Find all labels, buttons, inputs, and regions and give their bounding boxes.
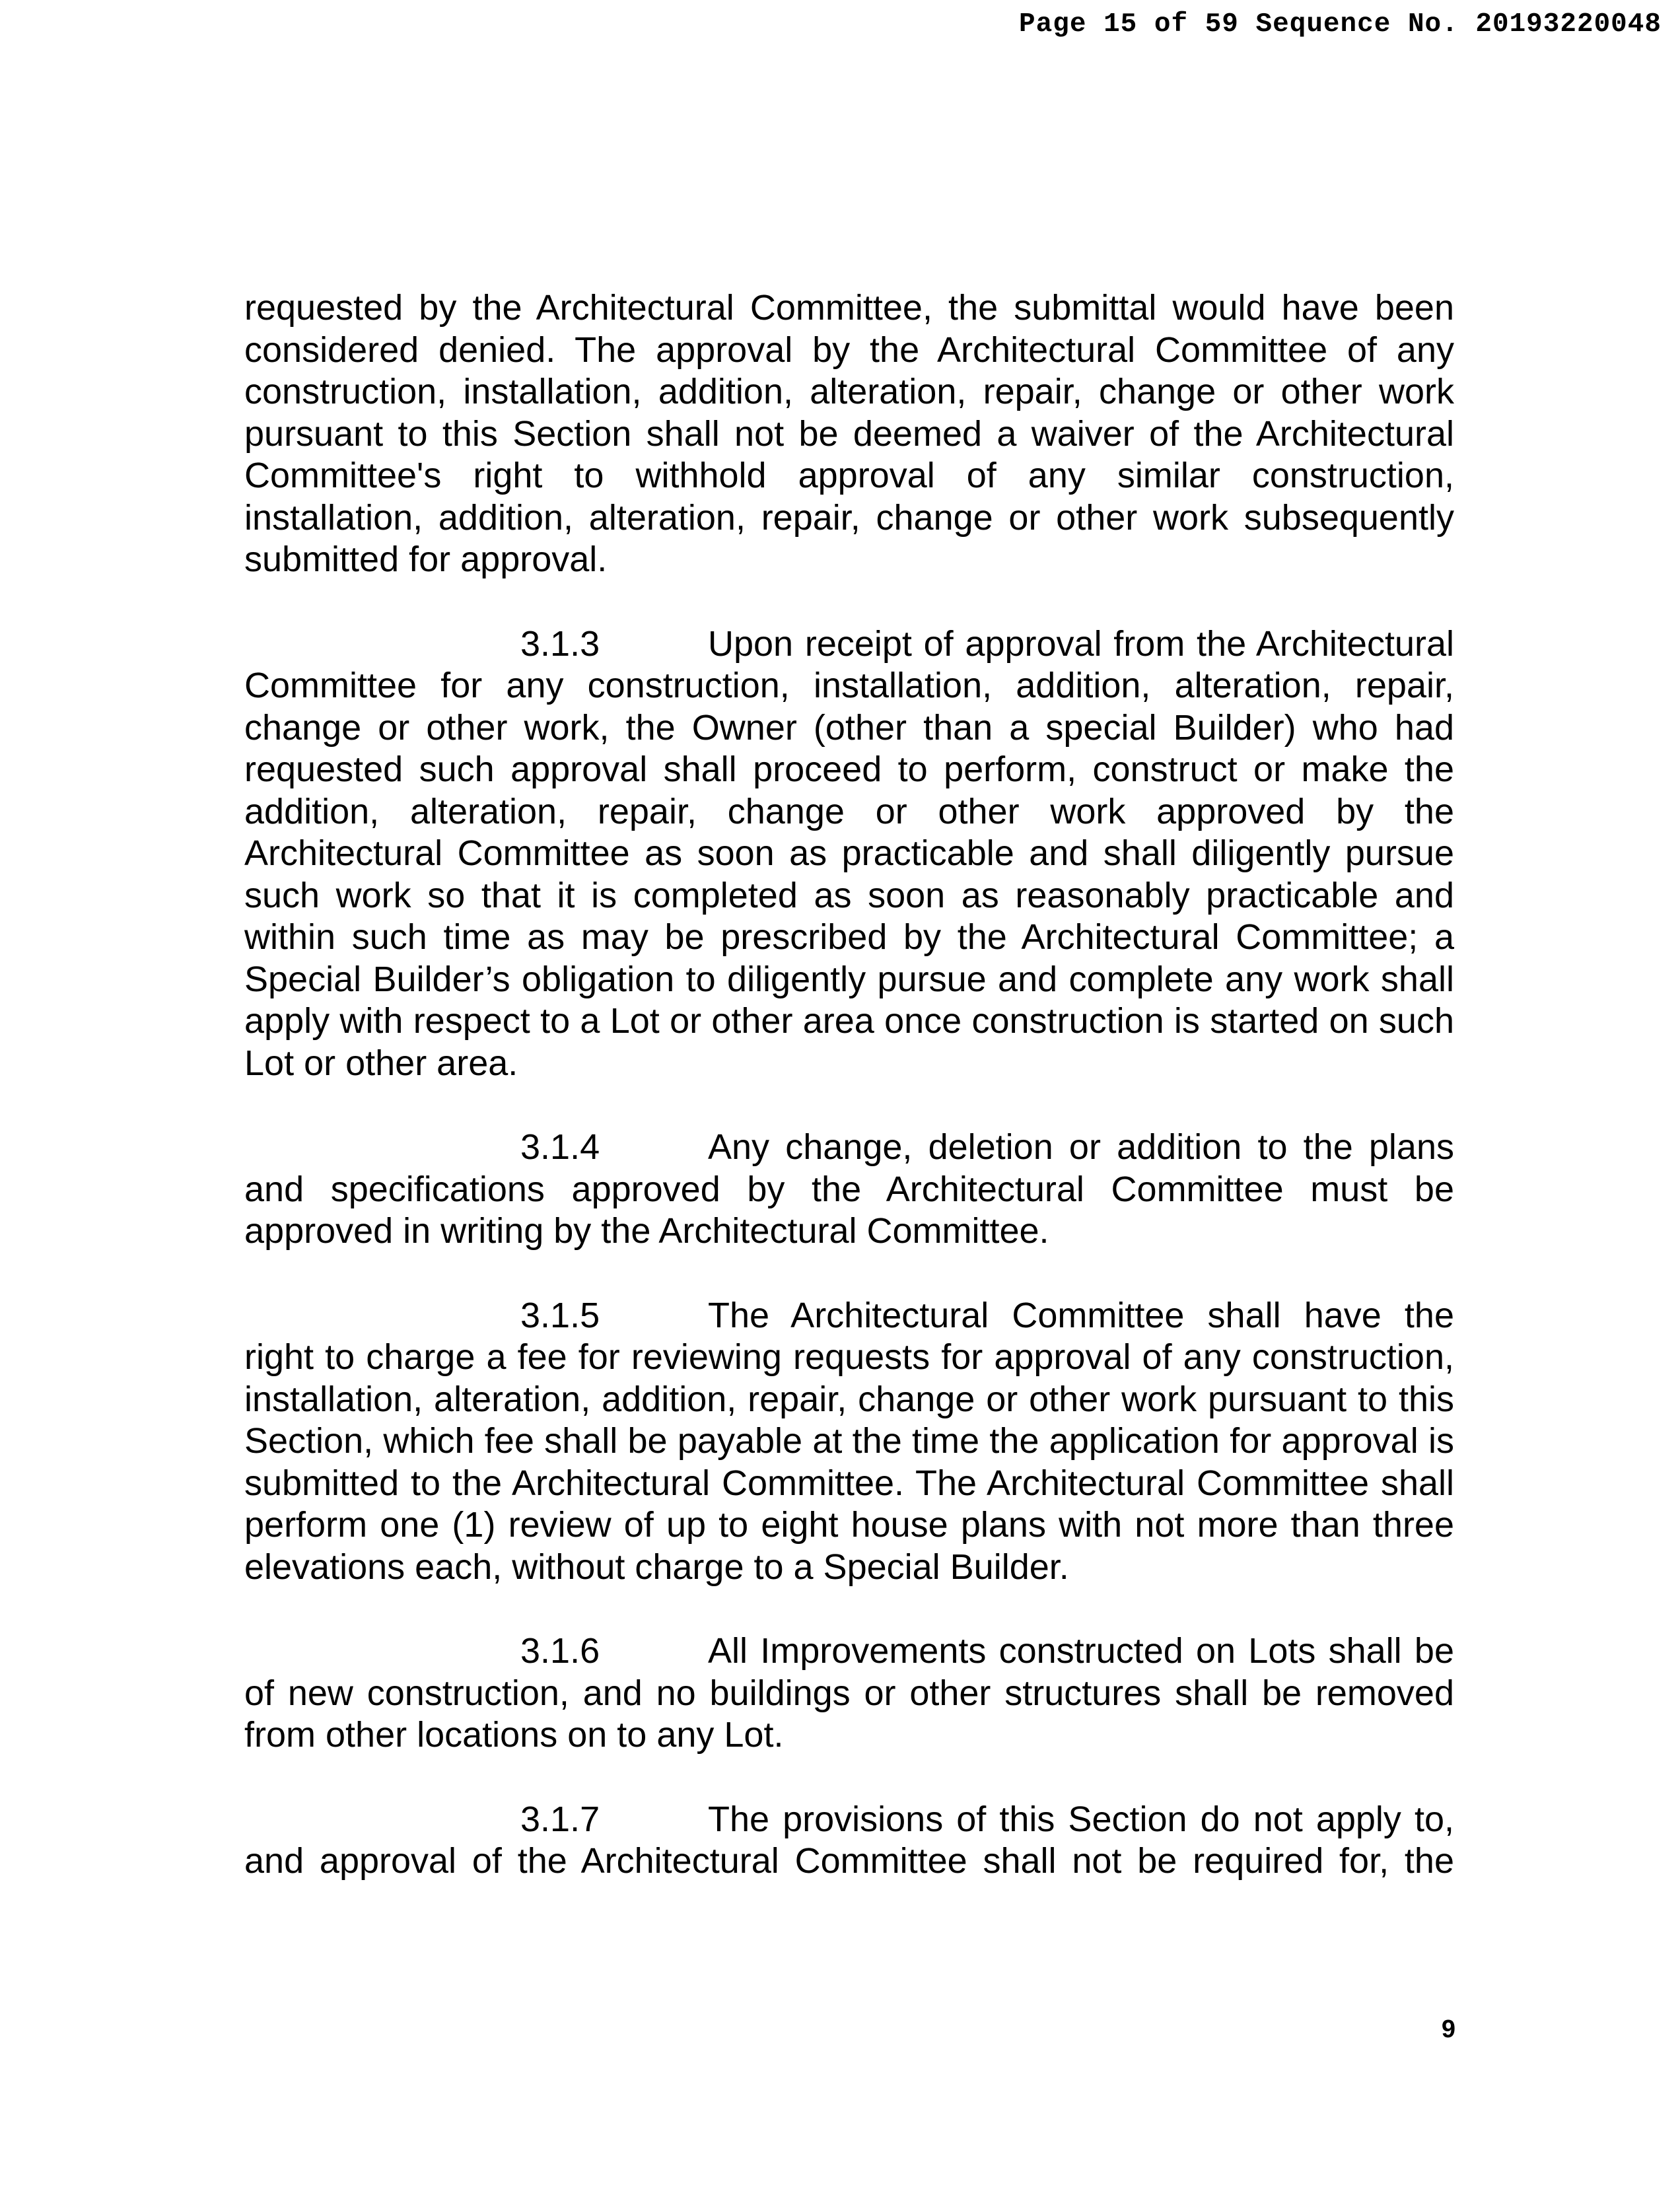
paragraph-text: Upon receipt of approval from the Architectural Committee for any construction, installation, addition, alteration, repair, change or other work, the Owner (other than a special Builder) who had requested such approval shall proceed to perform, construct or make the addition, alteration, repair, change or other work approved by the Architectural Committee as soon as practicable and shall diligently pursue such work so that it is completed as soon as reasonably practicable and within such time as may be prescribed by the Architectural Committee; a Special Builder’s obligation to diligently pursue and complete any work shall apply with respect to a Lot or other area once construction is started on such Lot or other area. [244, 623, 1454, 1083]
paragraph-text: The Architectural Committee shall have the right to charge a fee for reviewing requests for approval of any construction, installation, alteration, addition, repair, change or other work pursuant to this Section, which fee shall be payable at the time the application for approval is submitted to the Architectural Committee. The Architectural Committee shall perform one (1) review of up to eight house plans with not more than three elevations each, without charge to a Special Builder. [244, 1295, 1454, 1587]
page-number: 9 [1441, 2015, 1455, 2043]
section-number: 3.1.3 [520, 623, 600, 664]
page-sequence-header: Page 15 of 59 Sequence No. 20193220048 [1019, 9, 1662, 40]
paragraph-text: Any change, deletion or addition to the plans and specifications approved by the Architectural Committee must be approved in writing by the Architectural Committee. [244, 1127, 1454, 1251]
section-number: 3.1.6 [520, 1631, 600, 1671]
section-3-1-3 [244, 623, 1454, 1085]
document-body [244, 287, 1454, 1925]
section-3-1-6 [244, 1630, 1454, 1757]
section-number: 3.1.4 [520, 1127, 600, 1167]
section-3-1-5 [244, 1295, 1454, 1589]
paragraph-text: requested by the Architectural Committee, the submittal would have been considered denied. The approval by the Architectural Committee of any construction, installation, addition, alteration, repair, change or other work pursuant to this Section shall not be deemed a waiver of the Architectural Committee's right to withhold approval of any similar construction, installation, addition, alteration, repair, change or other work subsequently submitted for approval. [244, 288, 1454, 579]
paragraph-text: The provisions of this Section do not apply to, and approval of the Architectural Committee shall not be required for, the [244, 1799, 1454, 1881]
section-number: 3.1.5 [520, 1295, 600, 1335]
paragraph-continuation [244, 287, 1454, 581]
section-number: 3.1.7 [520, 1799, 600, 1839]
paragraph-text: All Improvements constructed on Lots shall be of new construction, and no buildings or other structures shall be removed from other locations on to any Lot. [244, 1631, 1454, 1755]
section-3-1-4 [244, 1127, 1454, 1253]
section-3-1-7 [244, 1799, 1454, 1883]
